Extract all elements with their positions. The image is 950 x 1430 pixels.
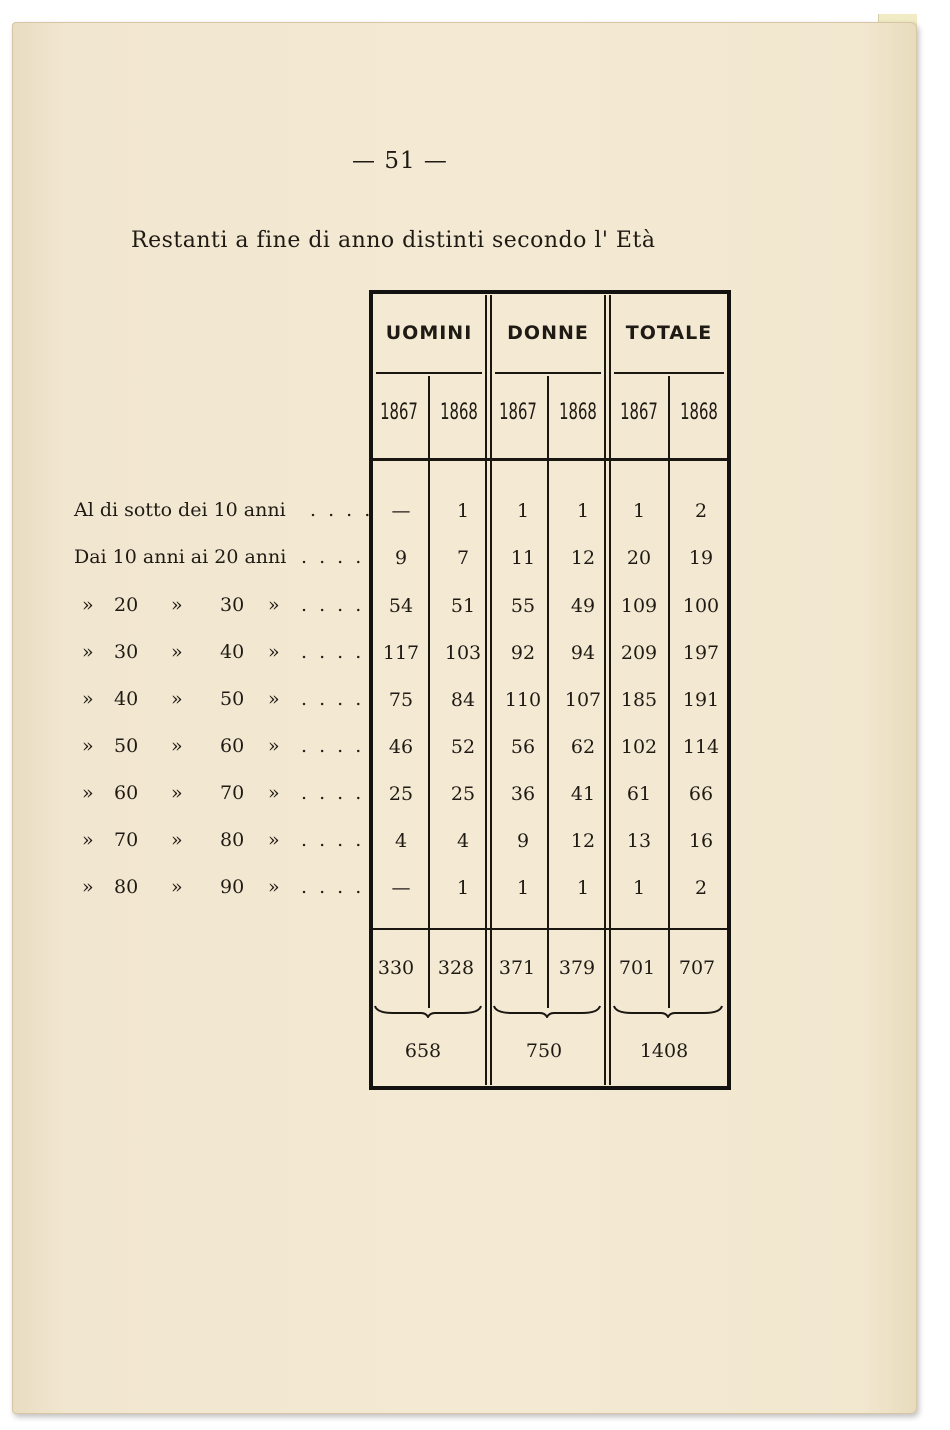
table-cell: 11 bbox=[510, 547, 536, 569]
table-cell: 7 bbox=[456, 547, 470, 569]
guillemet: » bbox=[171, 829, 183, 851]
table-cell: 4 bbox=[456, 830, 470, 852]
age-from: 60 bbox=[114, 782, 139, 804]
group-header-totale: TOTALE bbox=[625, 322, 713, 344]
guillemet: » bbox=[82, 876, 94, 898]
table-cell: 49 bbox=[570, 595, 596, 617]
table-cell: 2 bbox=[694, 877, 708, 899]
table-cell: 51 bbox=[450, 595, 476, 617]
age-from: 40 bbox=[114, 688, 139, 710]
year-header: 1867 bbox=[499, 400, 537, 425]
age-from: 70 bbox=[114, 829, 139, 851]
table-cell: 1 bbox=[516, 500, 530, 522]
guillemet: » bbox=[268, 829, 280, 851]
brace-mark bbox=[612, 1004, 724, 1018]
table-cell: 1 bbox=[456, 500, 470, 522]
table-cell: 13 bbox=[626, 830, 652, 852]
header-rule bbox=[376, 372, 482, 374]
total-cell: 379 bbox=[558, 957, 596, 979]
age-from: 20 bbox=[114, 594, 139, 616]
year-header: 1868 bbox=[559, 400, 597, 425]
table-cell: 114 bbox=[682, 736, 720, 758]
guillemet: » bbox=[171, 641, 183, 663]
table-cell: 36 bbox=[510, 783, 536, 805]
guillemet: » bbox=[268, 782, 280, 804]
table-cell: 103 bbox=[444, 642, 482, 664]
guillemet: » bbox=[171, 735, 183, 757]
table-cell: 102 bbox=[620, 736, 658, 758]
table-cell: 94 bbox=[570, 642, 596, 664]
guillemet: » bbox=[268, 641, 280, 663]
age-to: 70 bbox=[220, 782, 245, 804]
table-cell: 19 bbox=[688, 547, 714, 569]
brace-mark bbox=[492, 1004, 602, 1018]
row-dots: . . . . bbox=[301, 876, 365, 898]
table-cell: 66 bbox=[688, 783, 714, 805]
table-cell: 92 bbox=[510, 642, 536, 664]
table-cell: 197 bbox=[682, 642, 720, 664]
table-cell: 100 bbox=[682, 595, 720, 617]
age-to: 80 bbox=[220, 829, 245, 851]
header-rule bbox=[495, 372, 601, 374]
row-dots: . . . . bbox=[301, 546, 365, 568]
year-header: 1868 bbox=[680, 400, 718, 425]
guillemet: » bbox=[171, 876, 183, 898]
table-cell: 109 bbox=[620, 595, 658, 617]
table-cell: 9 bbox=[516, 830, 530, 852]
table-cell: 62 bbox=[570, 736, 596, 758]
age-to: 30 bbox=[220, 594, 245, 616]
table-cell: 61 bbox=[626, 783, 652, 805]
table-cell: — bbox=[391, 877, 411, 899]
row-label-6 bbox=[74, 782, 374, 810]
table-cell: 75 bbox=[388, 689, 414, 711]
brace-mark bbox=[373, 1004, 483, 1018]
table-cell: 191 bbox=[682, 689, 720, 711]
year-header: 1867 bbox=[380, 400, 418, 425]
table-cell: 107 bbox=[564, 689, 602, 711]
table-cell: 54 bbox=[388, 595, 414, 617]
guillemet: » bbox=[82, 829, 94, 851]
table-cell: 9 bbox=[394, 547, 408, 569]
age-from: 80 bbox=[114, 876, 139, 898]
guillemet: » bbox=[268, 735, 280, 757]
total-cell: 330 bbox=[377, 957, 415, 979]
age-to: 60 bbox=[220, 735, 245, 757]
group-header-donne: DONNE bbox=[507, 322, 589, 344]
row-dots: . . . . bbox=[301, 735, 365, 757]
table-cell: 12 bbox=[570, 830, 596, 852]
row-label-3 bbox=[74, 641, 374, 669]
header-rule bbox=[614, 372, 724, 374]
table-cell: 84 bbox=[450, 689, 476, 711]
table-cell: 2 bbox=[694, 500, 708, 522]
row-dots: . . . . bbox=[301, 594, 365, 616]
age-to: 90 bbox=[220, 876, 245, 898]
table-cell: 25 bbox=[388, 783, 414, 805]
row-label-2 bbox=[74, 594, 374, 622]
guillemet: » bbox=[268, 594, 280, 616]
age-to: 50 bbox=[220, 688, 245, 710]
guillemet: » bbox=[171, 594, 183, 616]
subtotal-donne: 750 bbox=[525, 1040, 563, 1062]
total-cell: 701 bbox=[618, 957, 656, 979]
subtotal-uomini: 658 bbox=[404, 1040, 442, 1062]
subtotal-totale: 1408 bbox=[639, 1040, 689, 1062]
table-cell: 1 bbox=[632, 500, 646, 522]
table-cell: 20 bbox=[626, 547, 652, 569]
table-cell: 56 bbox=[510, 736, 536, 758]
table-cell: 1 bbox=[576, 500, 590, 522]
table-cell: 1 bbox=[456, 877, 470, 899]
total-cell: 707 bbox=[678, 957, 716, 979]
row-label-text: Dai 10 anni ai 20 anni bbox=[74, 546, 287, 568]
guillemet: » bbox=[268, 688, 280, 710]
table-cell: 1 bbox=[576, 877, 590, 899]
total-cell: 371 bbox=[498, 957, 536, 979]
table-cell: 209 bbox=[620, 642, 658, 664]
table-cell: 4 bbox=[394, 830, 408, 852]
row-label-0 bbox=[74, 499, 374, 527]
group-header-uomini: UOMINI bbox=[385, 322, 473, 344]
table-cell: 52 bbox=[450, 736, 476, 758]
row-label-text: Al di sotto dei 10 anni bbox=[74, 499, 286, 521]
table-cell: 110 bbox=[504, 689, 542, 711]
table-cell: 117 bbox=[382, 642, 420, 664]
year-rule bbox=[428, 376, 430, 1008]
table-cell: 1 bbox=[632, 877, 646, 899]
table-cell: 1 bbox=[516, 877, 530, 899]
page-number: — 51 — bbox=[352, 148, 448, 174]
guillemet: » bbox=[82, 594, 94, 616]
table-cell: 46 bbox=[388, 736, 414, 758]
guillemet: » bbox=[82, 735, 94, 757]
year-rule bbox=[668, 376, 670, 1008]
table-cell: 185 bbox=[620, 689, 658, 711]
guillemet: » bbox=[82, 782, 94, 804]
row-label-8 bbox=[74, 876, 374, 904]
row-label-4 bbox=[74, 688, 374, 716]
table-cell: 16 bbox=[688, 830, 714, 852]
age-from: 50 bbox=[114, 735, 139, 757]
row-label-5 bbox=[74, 735, 374, 763]
guillemet: » bbox=[82, 688, 94, 710]
guillemet: » bbox=[171, 688, 183, 710]
guillemet: » bbox=[82, 641, 94, 663]
page-title: Restanti a fine di anno distinti secondo l' Età bbox=[131, 228, 656, 253]
table-cell: 41 bbox=[570, 783, 596, 805]
row-label-1 bbox=[74, 546, 374, 574]
row-dots: . . . . bbox=[310, 499, 374, 521]
guillemet: » bbox=[171, 782, 183, 804]
table-cell: — bbox=[391, 500, 411, 522]
row-label-7 bbox=[74, 829, 374, 857]
row-dots: . . . . bbox=[301, 641, 365, 663]
total-cell: 328 bbox=[437, 957, 475, 979]
table-cell: 25 bbox=[450, 783, 476, 805]
table-cell: 12 bbox=[570, 547, 596, 569]
age-from: 30 bbox=[114, 641, 139, 663]
totals-rule bbox=[373, 928, 727, 930]
row-dots: . . . . bbox=[301, 829, 365, 851]
row-dots: . . . . bbox=[301, 782, 365, 804]
header-bottom-rule bbox=[373, 458, 727, 461]
age-to: 40 bbox=[220, 641, 245, 663]
year-header: 1868 bbox=[440, 400, 478, 425]
year-header: 1867 bbox=[620, 400, 658, 425]
row-dots: . . . . bbox=[301, 688, 365, 710]
guillemet: » bbox=[268, 876, 280, 898]
table-cell: 55 bbox=[510, 595, 536, 617]
